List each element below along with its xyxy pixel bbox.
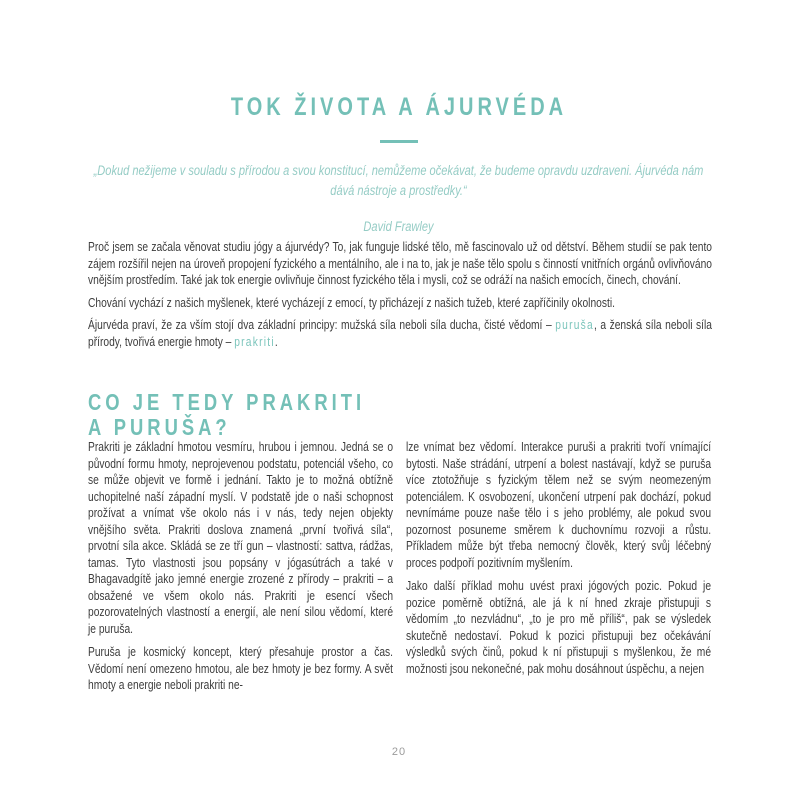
intro-paragraph-3-text: .	[274, 334, 278, 349]
epigraph	[93, 161, 704, 237]
right-column-paragraph-1: lze vnímat bez vědomí. Interakce puruši a prakriti tvoří vnímající bytosti. Naše strádání, utrpení a bolest nastávají, když se puruša více ztotožňuje s fyzickým tělem než se svým neomezeným potenciálem. K osvobození, ukončení utrpení pak dochází, pokud nevnímáme pouze naše tělo i s jeho problémy, ale pokud svou pozornost posuneme směrem k duchovnímu rozvoji a růstu. Příkladem může být třeba nemocný člověk, který svůj léčebný proces podpoří pozitivním myšlením.	[406, 440, 712, 570]
intro-paragraph-3	[88, 317, 712, 350]
page-number: 20	[391, 746, 407, 758]
left-column-paragraph-2: Puruša je kosmický koncept, který přesahuje prostor a čas. Vědomí není omezeno hmotou, ale bez hmoty je bez formy. A svět hmoty a energie neboli prakriti ne-	[88, 645, 394, 692]
epigraph-attribution: David Frawley	[363, 219, 434, 234]
term-purusa: puruša	[555, 318, 594, 332]
epigraph-quote: „Dokud nežijeme v souladu s přírodou a svou konstitucí, nemůžeme očekávat, že budeme opravdu uzdraveni. Ájurvéda nám dává nástroje a prostředky.“	[93, 163, 704, 198]
intro-text	[88, 239, 712, 356]
intro-paragraph-1: Proč jsem se začala věnovat studiu jógy a ájurvédy? To, jak funguje lidské tělo, mě fascinovalo už od dětství. Během studií se pak tento zájem rozšířil nejen na úroveň propojení fyzického a mentálního, ale i na to, jak je naše tělo spolu s činností vnitřních orgánů ovlivňováno vnějším prostředím. Také jak tok energie ovlivňuje činnost fyzického těla i mysli, což se odráží na našich emocích, činech, chování.	[88, 240, 713, 287]
page-title: TOK ŽIVOTA A ÁJURVÉDA	[230, 93, 568, 121]
intro-paragraph-3-text: Ájurvéda praví, že za vším stojí dva základní principy: mužská síla neboli síla ducha, čisté vědomí –	[88, 318, 556, 332]
left-column-paragraph-1: Prakriti je základní hmotou vesmíru, hrubou i jemnou. Jedná se o původní formu hmoty, neprojevenou podstatu, potenciál všeho, co se může objevit ve formě i jednání. Takto je to možná obtížně uchopitelné naší západní myslí. V podstatě jde o naši schopnost prožívat a vnímat vše okolo nás i v nás, tedy nejen objekty vnějšího světa. Prakriti doslova znamená „první tvořivá síla“, prvotní síla akce. Skládá se ze tří gun – vlastností: sattva, rádžas, tamas. Tyto vlastnosti jsou popsány v jógasútrách a také v Bhagavadgítě jako jemné energie zrozené z přírody – prakriti – a obsažené ve všem okolo nás. Prakriti je esencí všech pozorovatelných vlastností a energií, ale není silou vědomí, které je puruša.	[88, 440, 394, 636]
intro-paragraph-3-text: , a ženská síla neboli síla přírody, tvořivá energie hmoty –	[88, 318, 713, 349]
chapter-header	[80, 93, 718, 122]
right-column	[406, 439, 711, 684]
title-divider-rule	[380, 140, 418, 143]
term-prakriti: prakriti	[234, 334, 275, 349]
intro-paragraph-2: Chování vychází z našich myšlenek, které vycházejí z emocí, ty přicházejí z našich tužeb, které zapříčinily okolnosti.	[88, 295, 615, 310]
section-heading	[88, 390, 365, 440]
section-heading-line-1: CO JE TEDY PRAKRITI	[88, 389, 366, 415]
section-heading-line-2: A PURUŠA?	[88, 414, 231, 440]
right-column-paragraph-2: Jako další příklad mohu uvést praxi jógových pozic. Pokud je pozice poměrně obtížná, ale já k ní hned zkraje přistupuji s vědomím „to nezvládnu“, „to je pro mě příliš“, pak se výsledek skutečně nedostaví. Pokud k pozici přistupuji bez očekávání výsledků svých činů, pokud k ní přistupuji s myšlenkou, že mé možnosti jsou nekonečné, pak mohu dosáhnout úspěchu, a nejen	[406, 579, 712, 676]
left-column	[88, 439, 393, 701]
